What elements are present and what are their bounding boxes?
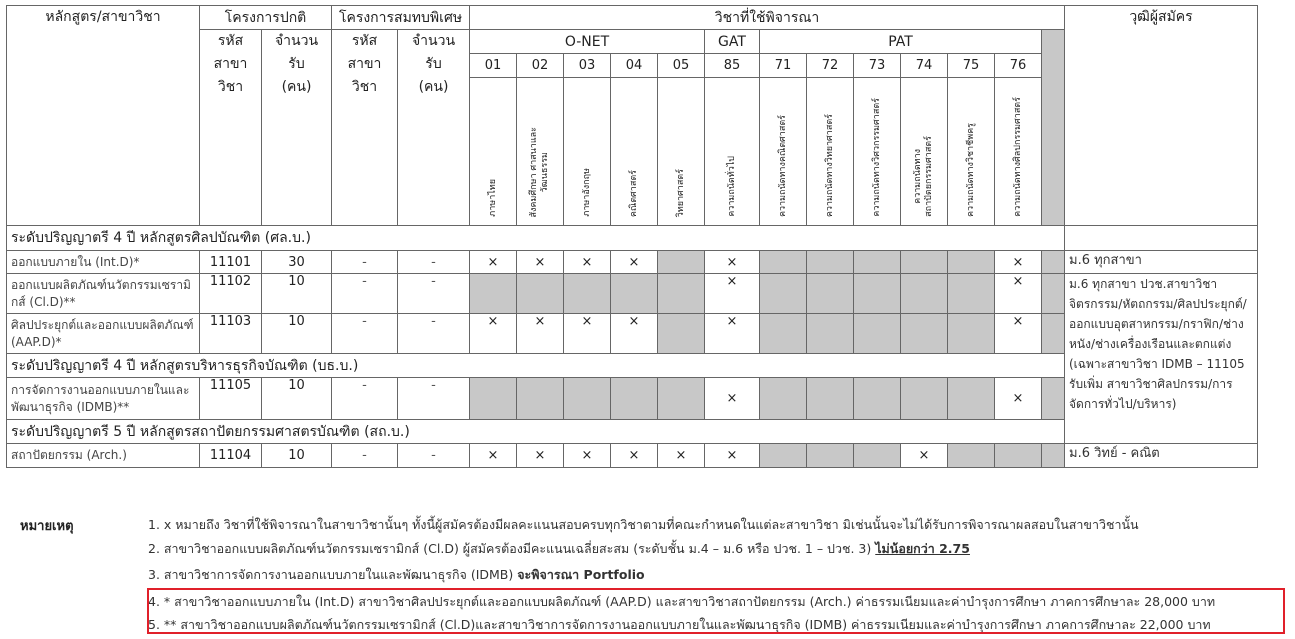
subject-code: 03 (564, 54, 611, 78)
program-quota: 10 (262, 314, 332, 354)
header-onet: O-NET (470, 30, 705, 54)
mark-cell: × (995, 251, 1042, 274)
program-quota: 30 (262, 251, 332, 274)
na-cell (807, 378, 854, 420)
qualification-intd: ม.6 ทุกสาขา (1065, 251, 1258, 274)
na-cell (470, 274, 517, 314)
na-cell (760, 444, 807, 468)
note-2: 2. สาขาวิชาออกแบบผลิตภัณฑ์นวัตกรรมเซรามิกส์ (Cl.D) ผู้สมัครต้องมีคะแนนเฉลี่ยสะสม (ระดับชั้น ม.4 – ม.6 หรือ ปวช. 1 – ปวช. 3) ไม่น้อยกว่า 2.75 (148, 541, 970, 556)
section-business: ระดับปริญญาตรี 4 ปี หลักสูตรบริหารธุรกิจบัณฑิต (บธ.บ.) (7, 354, 1065, 378)
na-cell (1042, 314, 1065, 354)
special-quota: - (398, 274, 470, 314)
subject-code: 04 (611, 54, 658, 78)
mark-cell: × (705, 314, 760, 354)
mark-cell: × (517, 314, 564, 354)
mark-cell: × (564, 444, 611, 468)
mark-cell: × (564, 251, 611, 274)
na-cell (807, 444, 854, 468)
mark-cell: × (995, 378, 1042, 420)
special-quota: - (398, 378, 470, 420)
program-name-arch: สถาปัตยกรรม (Arch.) (7, 444, 200, 468)
na-cell (948, 444, 995, 468)
program-name-idmb: การจัดการงานออกแบบภายในและพัฒนาธุรกิจ (IDMB)** (7, 378, 200, 420)
special-quota: - (398, 444, 470, 468)
program-name-intd: ออกแบบภายใน (Int.D)* (7, 251, 200, 274)
na-cell (760, 274, 807, 314)
mark-cell: × (995, 274, 1042, 314)
subject-name: วิทยาศาสตร์ (658, 78, 705, 226)
na-cell (948, 314, 995, 354)
na-cell (658, 378, 705, 420)
mark-cell: × (517, 251, 564, 274)
header-pat: PAT (760, 30, 1042, 54)
program-name-cld: ออกแบบผลิตภัณฑ์นวัตกรรมเซรามิกส์ (Cl.D)** (7, 274, 200, 314)
notes-label: หมายเหตุ (20, 519, 74, 534)
mark-cell: × (470, 444, 517, 468)
subject-name: สังคมศึกษา ศาสนาและ วัฒนธรรม (517, 78, 564, 226)
na-cell (1042, 251, 1065, 274)
na-cell (517, 274, 564, 314)
program-code: 11102 (200, 274, 262, 314)
header-subjects: วิชาที่ใช้พิจารณา (470, 6, 1065, 30)
na-cell (901, 274, 948, 314)
na-cell (948, 378, 995, 420)
na-cell (854, 251, 901, 274)
subject-name: ความถนัดทางวิชาชีพครู (948, 78, 995, 226)
subject-name: ความถนัดทั่วไป (705, 78, 760, 226)
program-code: 11105 (200, 378, 262, 420)
na-cell (658, 314, 705, 354)
subject-code: 02 (517, 54, 564, 78)
special-code: - (332, 251, 398, 274)
header-gat: GAT (705, 30, 760, 54)
mark-cell: × (901, 444, 948, 468)
note-4: 4. * สาขาวิชาออกแบบภายใน (Int.D) สาขาวิชาศิลปประยุกต์และออกแบบผลิตภัณฑ์ (AAP.D) และสาขาวิชาสถาปัตยกรรม (Arch.) ค่าธรรมเนียมและค่าบำรุงการศึกษา ภาคการศึกษาละ 28,000 บาท (148, 594, 1216, 609)
mark-cell: × (517, 444, 564, 468)
na-cell (564, 274, 611, 314)
special-code: - (332, 314, 398, 354)
na-cell (948, 274, 995, 314)
na-cell (1042, 444, 1065, 468)
mark-cell: × (705, 251, 760, 274)
section-fine-arts: ระดับปริญญาตรี 4 ปี หลักสูตรศิลปบัณฑิต (ศล.บ.) (7, 226, 1065, 251)
na-cell (901, 314, 948, 354)
program-quota: 10 (262, 444, 332, 468)
na-cell (658, 274, 705, 314)
qualification-arch: ม.6 วิทย์ - คณิต (1065, 444, 1258, 468)
subject-name: คณิตศาสตร์ (611, 78, 658, 226)
mark-cell: × (705, 378, 760, 420)
program-name-aapd: ศิลปประยุกต์และออกแบบผลิตภัณฑ์ (AAP.D)* (7, 314, 200, 354)
special-code-header: รหัส สาขา วิชา (332, 30, 398, 226)
subject-code: 72 (807, 54, 854, 78)
mark-cell: × (611, 251, 658, 274)
admission-table (6, 5, 1258, 468)
subject-name: ความถนัดทางวิทยาศาสตร์ (807, 78, 854, 226)
na-cell (760, 378, 807, 420)
na-cell (854, 314, 901, 354)
mark-cell: × (705, 274, 760, 314)
special-quota: - (398, 251, 470, 274)
na-cell (760, 251, 807, 274)
na-cell (1042, 274, 1065, 314)
subject-name: ความถนัดทาง สถาปัตยกรรมศาสตร์ (901, 78, 948, 226)
program-quota: 10 (262, 274, 332, 314)
na-cell (901, 251, 948, 274)
subject-name: ภาษาไทย (470, 78, 517, 226)
qualification-group: ม.6 ทุกสาขา ปวช.สาขาวิชาจิตรกรรม/หัตถกรรม/ศิลปประยุกต์/ออกแบบอุตสาหกรรม/กราฟิก/ช่างหนัง/ช่างเครื่องเรือนและตกแต่ง (เฉพาะสาขาวิชา IDMB – 11105 รับเพิ่ม สาขาวิชาศิลปกรรม/การจัดการทั่วไป/บริหาร) (1065, 274, 1258, 444)
header-regular: โครงการปกติ (200, 6, 332, 30)
mark-cell: × (658, 444, 705, 468)
na-cell (807, 314, 854, 354)
regular-quota-header: จำนวน รับ (คน) (262, 30, 332, 226)
subject-name: ความถนัดทางวิศวกรรมศาสตร์ (854, 78, 901, 226)
na-cell (611, 378, 658, 420)
subject-code: 71 (760, 54, 807, 78)
program-code: 11104 (200, 444, 262, 468)
section-spacer (1065, 226, 1258, 251)
header-qualification: วุฒิผู้สมัคร (1065, 6, 1258, 226)
na-cell (995, 444, 1042, 468)
na-cell (948, 251, 995, 274)
note-5: 5. ** สาขาวิชาออกแบบผลิตภัณฑ์นวัตกรรมเซรามิกส์ (Cl.D)และสาขาวิชาการจัดการงานออกแบบภายในและพัฒนาธุรกิจ (IDMB) ค่าธรรมเนียมและค่าบำรุงการศึกษา ภาคการศึกษาละ 22,000 บาท (148, 617, 1211, 632)
mark-cell: × (470, 314, 517, 354)
subject-name: ความถนัดทางคณิตศาสตร์ (760, 78, 807, 226)
special-code: - (332, 378, 398, 420)
program-code: 11103 (200, 314, 262, 354)
subject-code: 73 (854, 54, 901, 78)
program-quota: 10 (262, 378, 332, 420)
na-cell (901, 378, 948, 420)
na-cell (807, 251, 854, 274)
subject-code: 75 (948, 54, 995, 78)
mark-cell: × (611, 314, 658, 354)
regular-code-header: รหัส สาขา วิชา (200, 30, 262, 226)
na-cell (854, 444, 901, 468)
na-cell (807, 274, 854, 314)
note-3: 3. สาขาวิชาการจัดการงานออกแบบภายในและพัฒนาธุรกิจ (IDMB) จะพิจารณา Portfolio (148, 567, 645, 582)
mark-cell: × (470, 251, 517, 274)
highlight-box (147, 588, 1285, 634)
na-cell (1042, 378, 1065, 420)
mark-cell: × (995, 314, 1042, 354)
na-cell (564, 378, 611, 420)
subject-code: 74 (901, 54, 948, 78)
special-code: - (332, 444, 398, 468)
na-cell (517, 378, 564, 420)
subject-code: 05 (658, 54, 705, 78)
mark-cell: × (611, 444, 658, 468)
mark-cell: × (564, 314, 611, 354)
na-cell (760, 314, 807, 354)
subject-name: ภาษาอังกฤษ (564, 78, 611, 226)
special-quota: - (398, 314, 470, 354)
na-cell (658, 251, 705, 274)
subject-code: 85 (705, 54, 760, 78)
gray-header-cell (1042, 30, 1065, 226)
special-quota-header: จำนวน รับ (คน) (398, 30, 470, 226)
section-architecture: ระดับปริญญาตรี 5 ปี หลักสูตรสถาปัตยกรรมศาสตรบัณฑิต (สถ.บ.) (7, 420, 1065, 444)
subject-code: 76 (995, 54, 1042, 78)
header-special: โครงการสมทบพิเศษ (332, 6, 470, 30)
na-cell (470, 378, 517, 420)
program-code: 11101 (200, 251, 262, 274)
special-code: - (332, 274, 398, 314)
header-program: หลักสูตร/สาขาวิชา (7, 6, 200, 226)
na-cell (854, 274, 901, 314)
na-cell (611, 274, 658, 314)
subject-code: 01 (470, 54, 517, 78)
mark-cell: × (705, 444, 760, 468)
note-1: 1. x หมายถึง วิชาที่ใช้พิจารณาในสาขาวิชานั้นๆ ทั้งนี้ผู้สมัครต้องมีผลคะแนนสอบครบทุกวิชาตามที่คณะกำหนดในแต่ละสาขาวิชา มิเช่นนั้นจะไม่ได้รับการพิจารณาผลสอบในสาขาวิชานั้น (148, 517, 1139, 532)
na-cell (854, 378, 901, 420)
subject-name: ความถนัดทางศิลปกรรมศาสตร์ (995, 78, 1042, 226)
